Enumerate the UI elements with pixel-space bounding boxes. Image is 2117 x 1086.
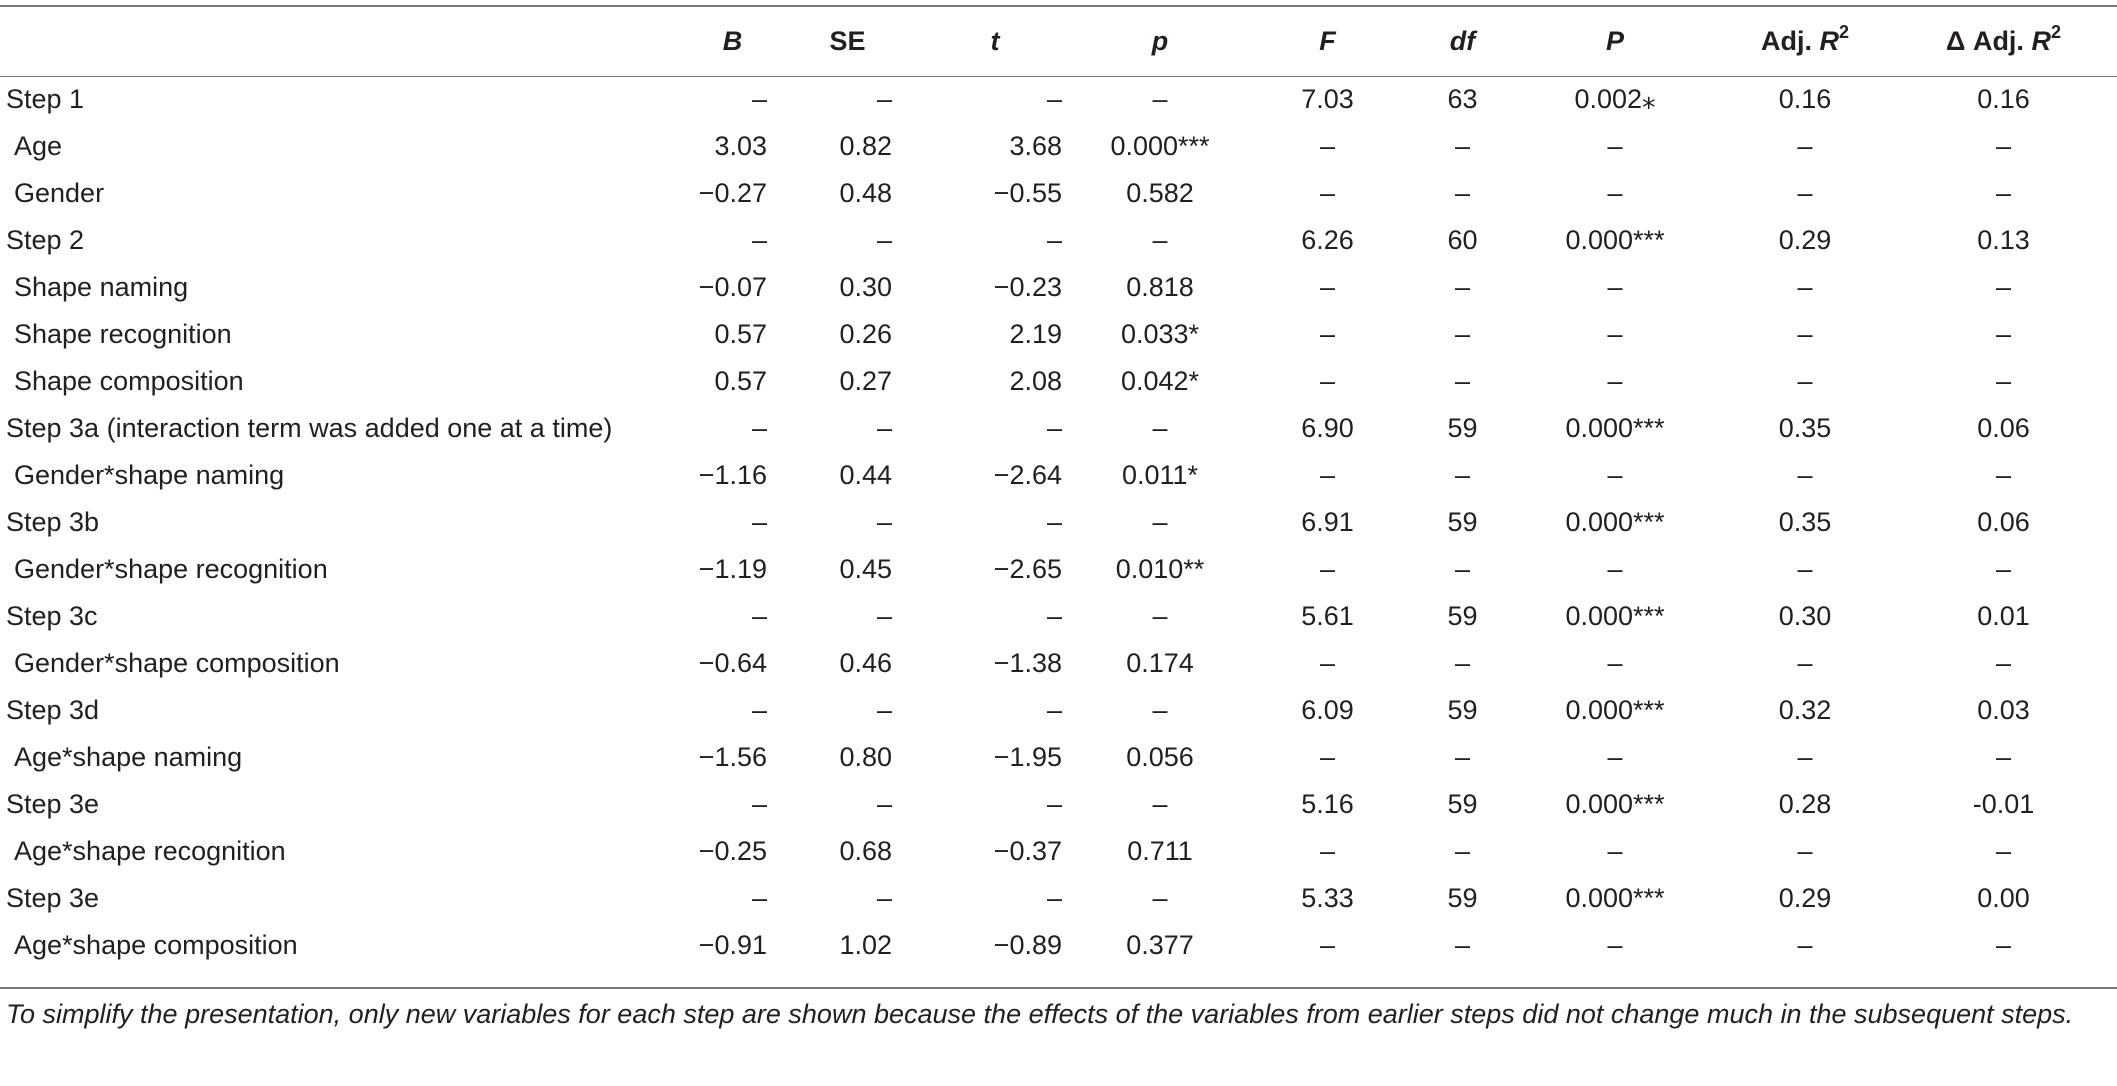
table-bottom-rule [0,987,2117,989]
cell-dadjr2: – [1995,460,2012,490]
cell-t: −2.64 [993,460,1062,490]
cell-b: 0.57 [714,366,767,396]
cell-se: – [876,883,892,913]
cell-b: – [751,789,767,819]
cell-adjr2: – [1797,272,1813,302]
cell-adjr2: – [1797,178,1813,208]
table-row-step [0,76,2117,123]
row-label: Step 3e [6,789,100,819]
cell-adjr2: – [1797,319,1813,349]
cell-f: 5.16 [1301,789,1354,819]
cell-df: – [1454,742,1471,772]
cell-t: −1.95 [993,742,1062,772]
cell-df: – [1454,272,1471,302]
cell-se: – [876,84,892,114]
row-label: Gender*shape naming [14,460,285,490]
table-row-step [0,593,2117,640]
column-header-t [910,6,1080,76]
cell-se: 0.80 [839,742,892,772]
cell-b: – [751,413,767,443]
cell-p: – [1152,413,1168,443]
table-row-variable [0,640,2117,687]
cell-b: −0.27 [698,178,767,208]
cell-df: 59 [1447,601,1478,631]
cell-se: 0.82 [839,131,892,161]
table-row-variable [0,264,2117,311]
cell-b: 3.03 [714,131,767,161]
column-header-text: df [1449,26,1476,56]
cell-t: 2.08 [1009,366,1062,396]
cell-dadjr2: – [1995,319,2012,349]
cell-se: – [876,413,892,443]
cell-p: 0.000*** [1565,695,1665,725]
cell-p: – [1607,272,1623,302]
table-row-step [0,217,2117,264]
table-row-variable [0,452,2117,499]
table-row-step [0,405,2117,452]
row-label: Step 3d [6,695,100,725]
cell-se: 0.46 [839,648,892,678]
cell-dadjr2: – [1995,178,2012,208]
cell-f: – [1319,742,1336,772]
cell-p: 0.000*** [1565,507,1665,537]
cell-se: – [876,507,892,537]
cell-p: 0.000*** [1565,601,1665,631]
column-header-text: t [990,26,1000,56]
column-header-df [1415,6,1510,76]
regression-table [0,6,2117,969]
cell-b: −0.64 [698,648,767,678]
cell-p: 0.000*** [1565,789,1665,819]
row-label: Age [14,131,63,161]
cell-df: 63 [1447,84,1478,114]
column-header-dadjr2 [1890,6,2117,76]
cell-f: 6.09 [1301,695,1354,725]
cell-f: – [1319,366,1336,396]
cell-dadjr2: – [1995,272,2012,302]
cell-se: 0.30 [839,272,892,302]
cell-p: – [1152,84,1168,114]
cell-p: 0.033* [1120,319,1200,349]
row-label: Gender*shape composition [14,648,340,678]
cell-p: – [1607,742,1623,772]
cell-t: −2.65 [993,554,1062,584]
cell-b: 0.57 [714,319,767,349]
cell-adjr2: – [1797,930,1813,960]
cell-f: – [1319,930,1336,960]
cell-f: – [1319,460,1336,490]
cell-df: 59 [1447,413,1478,443]
cell-t: – [1046,883,1062,913]
cell-b: – [751,507,767,537]
cell-p: 0.010** [1115,554,1205,584]
row-label: Step 3b [6,507,100,537]
row-label: Step 3a (interaction term was added one at a time) [6,413,613,443]
table-row-step [0,499,2117,546]
table-row-variable [0,358,2117,405]
row-label: Step 3c [6,601,98,631]
cell-f: 5.61 [1301,601,1354,631]
cell-b: −1.16 [698,460,767,490]
column-header-p [1510,6,1720,76]
cell-p: – [1152,789,1168,819]
cell-p: 0.042* [1120,366,1200,396]
cell-df: – [1454,178,1471,208]
cell-dadjr2: 0.06 [1977,507,2030,537]
cell-dadjr2: – [1995,366,2012,396]
cell-adjr2: – [1797,648,1813,678]
table-row-step [0,875,2117,922]
cell-se: – [876,225,892,255]
column-header-label [0,6,680,76]
cell-adjr2: – [1797,836,1813,866]
cell-se: 1.02 [839,930,892,960]
cell-p: 0.000*** [1110,131,1210,161]
cell-dadjr2: – [1995,836,2012,866]
cell-adjr2: 0.35 [1778,507,1832,537]
cell-t: – [1046,789,1062,819]
table-row-variable [0,311,2117,358]
cell-t: 2.19 [1009,319,1062,349]
cell-p: – [1607,131,1623,161]
table-row-variable [0,828,2117,875]
cell-t: −0.89 [993,930,1062,960]
cell-p: – [1607,930,1623,960]
cell-dadjr2: – [1995,554,2012,584]
cell-f: 6.91 [1301,507,1354,537]
column-header-p [1080,6,1240,76]
table-row-step [0,687,2117,734]
cell-t: – [1046,507,1062,537]
table-row-variable [0,123,2117,170]
cell-p: – [1152,883,1168,913]
row-label: Age*shape recognition [14,836,286,866]
cell-b: −1.56 [698,742,767,772]
row-label: Step 1 [6,84,85,114]
column-header-se [785,6,910,76]
column-header-text: B [722,26,743,56]
cell-b: – [751,84,767,114]
cell-dadjr2: 0.06 [1977,413,2030,443]
table-row-variable [0,734,2117,781]
row-label: Step 3e [6,883,100,913]
table-footnote: To simplify the presentation, only new variables for each step are shown because the effects of the variables from earlier steps did not change much in the subsequent steps. [6,999,2074,1029]
cell-p: – [1607,836,1623,866]
cell-p: 0.000*** [1565,413,1665,443]
cell-p: 0.056 [1126,742,1194,772]
cell-p: 0.000*** [1565,883,1665,913]
cell-t: −1.38 [993,648,1062,678]
cell-p: 0.011* [1121,460,1199,490]
cell-p: 0.582 [1126,178,1194,208]
cell-b: −0.07 [698,272,767,302]
cell-f: – [1319,648,1336,678]
cell-p: – [1152,225,1168,255]
cell-p: – [1607,178,1623,208]
cell-df: 59 [1447,789,1478,819]
table-row-variable [0,922,2117,969]
cell-df: 59 [1447,507,1478,537]
cell-t: −0.23 [993,272,1062,302]
cell-adjr2: 0.30 [1778,601,1832,631]
cell-dadjr2: – [1995,131,2012,161]
cell-f: – [1319,554,1336,584]
cell-p: – [1152,695,1168,725]
row-label: Step 2 [6,225,85,255]
row-label: Shape composition [14,366,244,396]
column-header-text: P [1605,26,1624,56]
cell-t: 3.68 [1009,131,1062,161]
table-body [0,76,2117,969]
cell-b: −0.25 [698,836,767,866]
cell-dadjr2: – [1995,648,2012,678]
table-row-step [0,781,2117,828]
cell-b: −0.91 [698,930,767,960]
cell-f: 7.03 [1301,84,1354,114]
column-header-text: p [1151,26,1169,56]
table-row-variable [0,546,2117,593]
cell-t: −0.55 [993,178,1062,208]
row-label: Shape recognition [14,319,232,349]
cell-p: 0.377 [1126,930,1194,960]
cell-dadjr2: – [1995,742,2012,772]
cell-p: – [1152,507,1168,537]
cell-p: 0.000*** [1565,225,1665,255]
cell-se: 0.27 [839,366,892,396]
cell-adjr2: – [1797,554,1813,584]
row-label: Shape naming [14,272,189,302]
cell-df: – [1454,930,1471,960]
cell-adjr2: – [1797,131,1813,161]
cell-t: – [1046,413,1062,443]
cell-adjr2: 0.29 [1778,225,1832,255]
cell-dadjr2: 0.01 [1977,601,2030,631]
column-header-text: Δ Adj. [1946,26,2032,56]
cell-df: – [1454,319,1471,349]
cell-adjr2: 0.16 [1778,84,1832,114]
column-header-text: SE [829,26,866,56]
cell-b: – [751,695,767,725]
column-header-superscript: 2 [1838,22,1849,42]
cell-f: – [1319,131,1336,161]
cell-adjr2: – [1797,460,1813,490]
cell-dadjr2: 0.00 [1977,883,2030,913]
cell-adjr2: 0.28 [1778,789,1832,819]
row-label: Age*shape composition [14,930,298,960]
cell-f: – [1319,319,1336,349]
cell-p: – [1607,554,1623,584]
cell-p: – [1152,601,1168,631]
cell-adjr2: – [1797,366,1813,396]
cell-df: 60 [1447,225,1478,255]
cell-df: – [1454,648,1471,678]
cell-adjr2: 0.32 [1778,695,1832,725]
cell-p: – [1607,648,1623,678]
column-header-text: Adj. [1760,26,1820,56]
cell-p: – [1607,366,1623,396]
column-header-b [680,6,785,76]
column-header-text: F [1319,26,1336,56]
row-label: Gender [14,178,105,208]
cell-df: 59 [1447,695,1478,725]
column-header-adjr2 [1720,6,1890,76]
cell-b: – [751,225,767,255]
row-label: Gender*shape recognition [14,554,328,584]
cell-se: 0.44 [839,460,892,490]
cell-p: 0.002⁎ [1574,84,1656,114]
cell-p: – [1607,460,1623,490]
cell-df: – [1454,131,1471,161]
cell-dadjr2: – [1995,930,2012,960]
column-header-symbol: R [1819,26,1839,56]
cell-b: −1.19 [698,554,767,584]
cell-adjr2: 0.29 [1778,883,1832,913]
cell-p: 0.818 [1126,272,1194,302]
cell-t: −0.37 [993,836,1062,866]
cell-t: – [1046,84,1062,114]
cell-b: – [751,883,767,913]
cell-dadjr2: 0.03 [1977,695,2030,725]
cell-f: – [1319,178,1336,208]
cell-b: – [751,601,767,631]
cell-df: 59 [1447,883,1478,913]
cell-se: 0.48 [839,178,892,208]
cell-p: – [1607,319,1623,349]
cell-t: – [1046,695,1062,725]
cell-df: – [1454,366,1471,396]
cell-dadjr2: 0.16 [1977,84,2030,114]
cell-adjr2: – [1797,742,1813,772]
cell-f: 6.26 [1301,225,1354,255]
cell-df: – [1454,460,1471,490]
column-header-superscript: 2 [2050,22,2061,42]
cell-se: 0.68 [839,836,892,866]
cell-dadjr2: -0.01 [1972,789,2035,819]
cell-se: – [876,789,892,819]
cell-se: 0.26 [839,319,892,349]
cell-df: – [1454,554,1471,584]
column-header-f [1240,6,1415,76]
cell-adjr2: 0.35 [1778,413,1832,443]
table-row-variable [0,170,2117,217]
row-label: Age*shape naming [14,742,243,772]
cell-se: – [876,601,892,631]
cell-t: – [1046,601,1062,631]
cell-f: 5.33 [1301,883,1354,913]
cell-df: – [1454,836,1471,866]
cell-dadjr2: 0.13 [1977,225,2030,255]
cell-f: – [1319,836,1336,866]
column-header-symbol: R [2031,26,2051,56]
cell-f: – [1319,272,1336,302]
cell-f: 6.90 [1301,413,1354,443]
cell-se: 0.45 [839,554,892,584]
cell-p: 0.174 [1126,648,1194,678]
cell-p: 0.711 [1127,836,1193,866]
cell-se: – [876,695,892,725]
table-header-row [0,6,2117,76]
cell-t: – [1046,225,1062,255]
